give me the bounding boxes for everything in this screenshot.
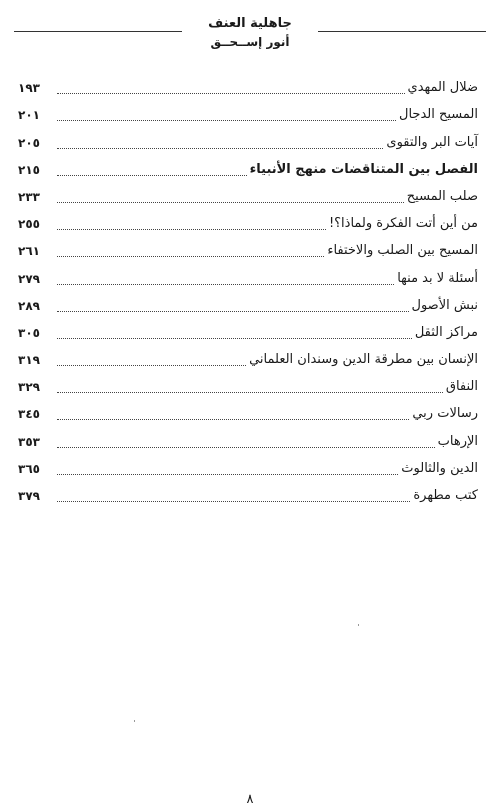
toc-entry-page: ٢٦١ (18, 244, 40, 259)
toc-entry-title: مراكز الثقل (414, 324, 478, 340)
toc-entry (18, 317, 478, 344)
toc-entry (18, 453, 478, 480)
toc-dot-leader (57, 310, 409, 312)
toc-entry-title: الإرهاب (437, 433, 478, 449)
toc-entry (18, 126, 478, 153)
toc-entry-title: ضلال المهدي (407, 80, 478, 96)
toc-dot-leader (57, 119, 396, 121)
toc-entry (18, 208, 478, 235)
toc-entry-page: ٣٥٣ (18, 434, 40, 449)
header-rule-left (14, 31, 182, 32)
toc-dot-leader (57, 418, 409, 420)
toc-entry-title: الفصل بين المتناقضات منهج الأنبياء (249, 161, 478, 177)
toc-entry-page: ٣٦٥ (18, 461, 40, 476)
toc-entry-page: ١٩٣ (18, 81, 40, 96)
toc-entry-page: ٢٣٣ (18, 189, 40, 204)
toc-entry-page: ٢١٥ (18, 162, 40, 177)
toc-entry-title: المسيح الدجال (399, 107, 478, 123)
toc-entry-page: ٢٠٥ (18, 135, 40, 150)
toc-entry (18, 235, 478, 262)
toc-entry-title: أسئلة لا بد منها (397, 270, 478, 286)
scan-speck (134, 720, 135, 722)
toc-entry (18, 99, 478, 126)
toc-dot-leader (57, 391, 443, 393)
toc-dot-leader (57, 446, 435, 448)
toc-dot-leader (57, 174, 247, 176)
toc-entry (18, 154, 478, 181)
toc-entry-page: ٢٧٩ (18, 271, 40, 286)
toc-dot-leader (57, 500, 410, 502)
toc-entry-page: ٢٨٩ (18, 298, 40, 313)
toc-dot-leader (57, 228, 326, 230)
scan-speck (358, 624, 359, 626)
toc-entry (18, 480, 478, 507)
running-header (14, 10, 486, 56)
book-title: جاهلية العنف (208, 16, 292, 31)
toc-entry-page: ٣٤٥ (18, 407, 40, 422)
toc-entry-title: آيات البر والتقوى (386, 134, 478, 150)
toc-dot-leader (57, 473, 398, 475)
toc-dot-leader (57, 364, 246, 366)
toc-entry-title: صلب المسيح (406, 188, 478, 204)
toc-entry-title: رسالات ربي (412, 406, 478, 422)
toc-entry (18, 262, 478, 289)
toc-entry-title: نبش الأصول (411, 297, 478, 313)
toc-entry-title: المسيح بين الصلب والاختفاء (327, 243, 478, 259)
toc-dot-leader (57, 201, 404, 203)
header-rule-right (318, 31, 486, 32)
toc-entry-title: الإنسان بين مطرقة الدين وسندان العلماني (249, 352, 478, 368)
toc-dot-leader (57, 283, 394, 285)
toc-entry-title: من أين أتت الفكرة ولماذا؟! (328, 216, 478, 232)
table-of-contents (18, 72, 478, 507)
toc-entry (18, 181, 478, 208)
toc-entry (18, 290, 478, 317)
toc-entry-title: الدين والثالوث (401, 460, 478, 476)
toc-entry-page: ٣٠٥ (18, 325, 40, 340)
toc-entry (18, 72, 478, 99)
page-number: ٨ (246, 792, 254, 807)
toc-entry-page: ٣١٩ (18, 353, 40, 368)
toc-dot-leader (57, 147, 383, 149)
toc-dot-leader (57, 255, 324, 257)
toc-entry-title: كتب مطهرة (413, 488, 478, 503)
toc-entry-page: ٢٠١ (18, 108, 40, 123)
toc-entry (18, 425, 478, 452)
toc-dot-leader (57, 92, 405, 94)
book-author: أنور إســحــق (210, 35, 290, 49)
toc-dot-leader (57, 337, 412, 339)
toc-entry (18, 398, 478, 425)
toc-entry-page: ٣٧٩ (18, 489, 40, 503)
toc-entry (18, 371, 478, 398)
toc-entry (18, 344, 478, 371)
toc-entry-page: ٢٥٥ (18, 217, 40, 232)
toc-entry-page: ٣٢٩ (18, 380, 40, 395)
toc-entry-title: النفاق (445, 379, 478, 395)
